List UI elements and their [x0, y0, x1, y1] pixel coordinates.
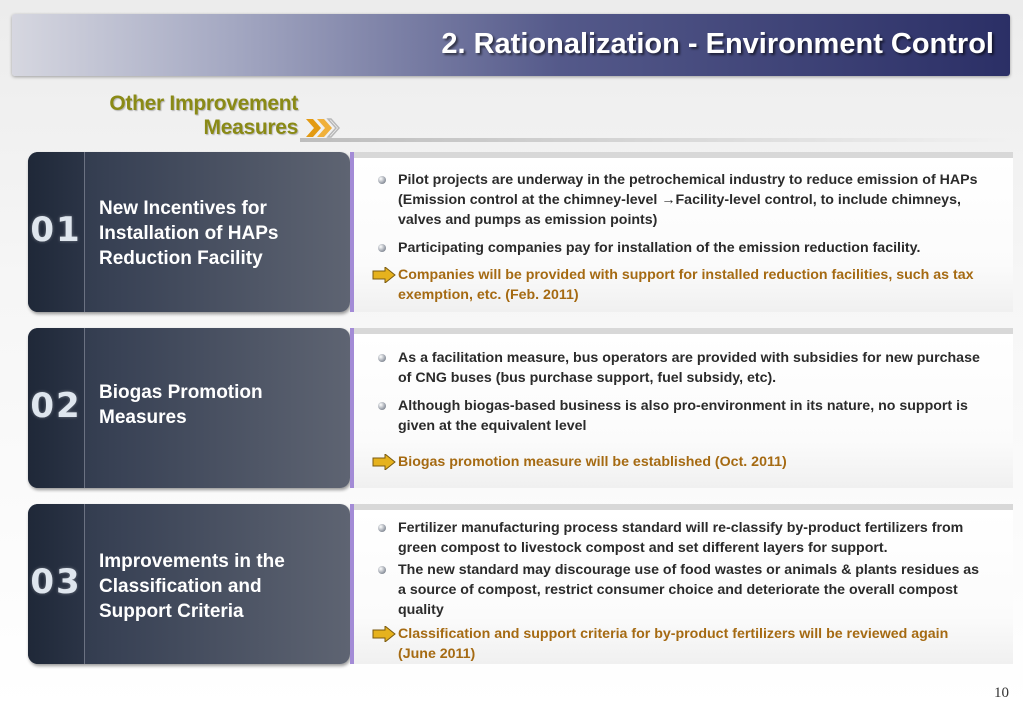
highlight-item	[398, 265, 988, 305]
page-title: 2. Rationalization - Environment Control	[441, 28, 994, 60]
highlight-text: Companies will be provided with support for installed reduction facilities, such as tax exemption, etc. (Feb. 2011)	[398, 267, 974, 303]
number-column	[28, 328, 85, 488]
bullet-item	[398, 348, 988, 388]
bullet-item	[398, 170, 988, 230]
bullet-item	[398, 396, 988, 436]
bullet-icon	[378, 176, 386, 184]
highlight-item	[398, 452, 988, 472]
bullet-item	[398, 560, 988, 620]
measure-details-3	[354, 504, 1013, 664]
section-title	[60, 92, 298, 140]
measure-details-1	[354, 152, 1013, 312]
bullet-text: The new standard may discourage use of food wastes or animals & plants residues as a source of compost, restrict consumer choice and deteriorate the overall compost quality	[398, 562, 980, 618]
bullet-text: Participating companies pay for installation of the emission reduction facility.	[398, 240, 921, 256]
measure-row-2	[28, 328, 1013, 488]
measure-card-2	[28, 328, 350, 488]
highlight-item	[398, 624, 988, 664]
measure-details-2	[354, 328, 1013, 488]
measure-row-3	[28, 504, 1013, 664]
bullet-icon	[378, 566, 386, 574]
number-column	[28, 152, 85, 312]
bullet-item	[398, 238, 988, 258]
arrow-right-icon	[372, 267, 396, 283]
highlight-text: Biogas promotion measure will be established (Oct. 2011)	[398, 454, 787, 470]
bullet-text: Although biogas-based business is also pro-environment in its nature, no support is given at the equivalent level	[398, 398, 968, 434]
page-number: 10	[994, 685, 1009, 701]
measure-number-2: 02	[30, 386, 82, 426]
bullet-icon	[378, 244, 386, 252]
bullet-icon	[378, 524, 386, 532]
measure-number-3: 03	[30, 562, 82, 602]
measure-card-1	[28, 152, 350, 312]
highlight-text: Classification and support criteria for by-product fertilizers will be reviewed again (June 2011)	[398, 626, 949, 662]
section-title-line1: Other Improvement	[109, 92, 298, 115]
bullet-icon	[378, 402, 386, 410]
measure-title-2: Biogas Promotion Measures	[99, 382, 263, 428]
measure-card-3	[28, 504, 350, 664]
section-divider	[300, 138, 1010, 142]
measure-title-1: New Incentives for Installation of HAPs Reduction Facility	[99, 198, 279, 269]
bullet-text: As a facilitation measure, bus operators are provided with subsidies for new purchase of CNG buses (bus purchase support, fuel subsidy, etc).	[398, 350, 980, 386]
arrow-right-icon	[372, 626, 396, 642]
bullet-item	[398, 518, 988, 558]
bullet-icon	[378, 354, 386, 362]
measure-row-1	[28, 152, 1013, 312]
number-column	[28, 504, 85, 664]
measure-number-1: 01	[30, 210, 82, 250]
chevron-right-icon	[306, 117, 346, 139]
measure-title-3: Improvements in the Classification and Support Criteria	[99, 551, 285, 622]
section-title-line2: Measures	[203, 116, 298, 139]
bullet-text: Pilot projects are underway in the petrochemical industry to reduce emission of HAPs (Emission control at the chimney-level →Facility-level control, to include chimneys, valves and pumps as emission points)	[398, 172, 978, 228]
header-bar	[12, 14, 1010, 76]
arrow-right-icon	[372, 454, 396, 470]
bullet-text: Fertilizer manufacturing process standard will re-classify by-product fertilizers from green compost to livestock compost and set different layers for support.	[398, 520, 964, 556]
